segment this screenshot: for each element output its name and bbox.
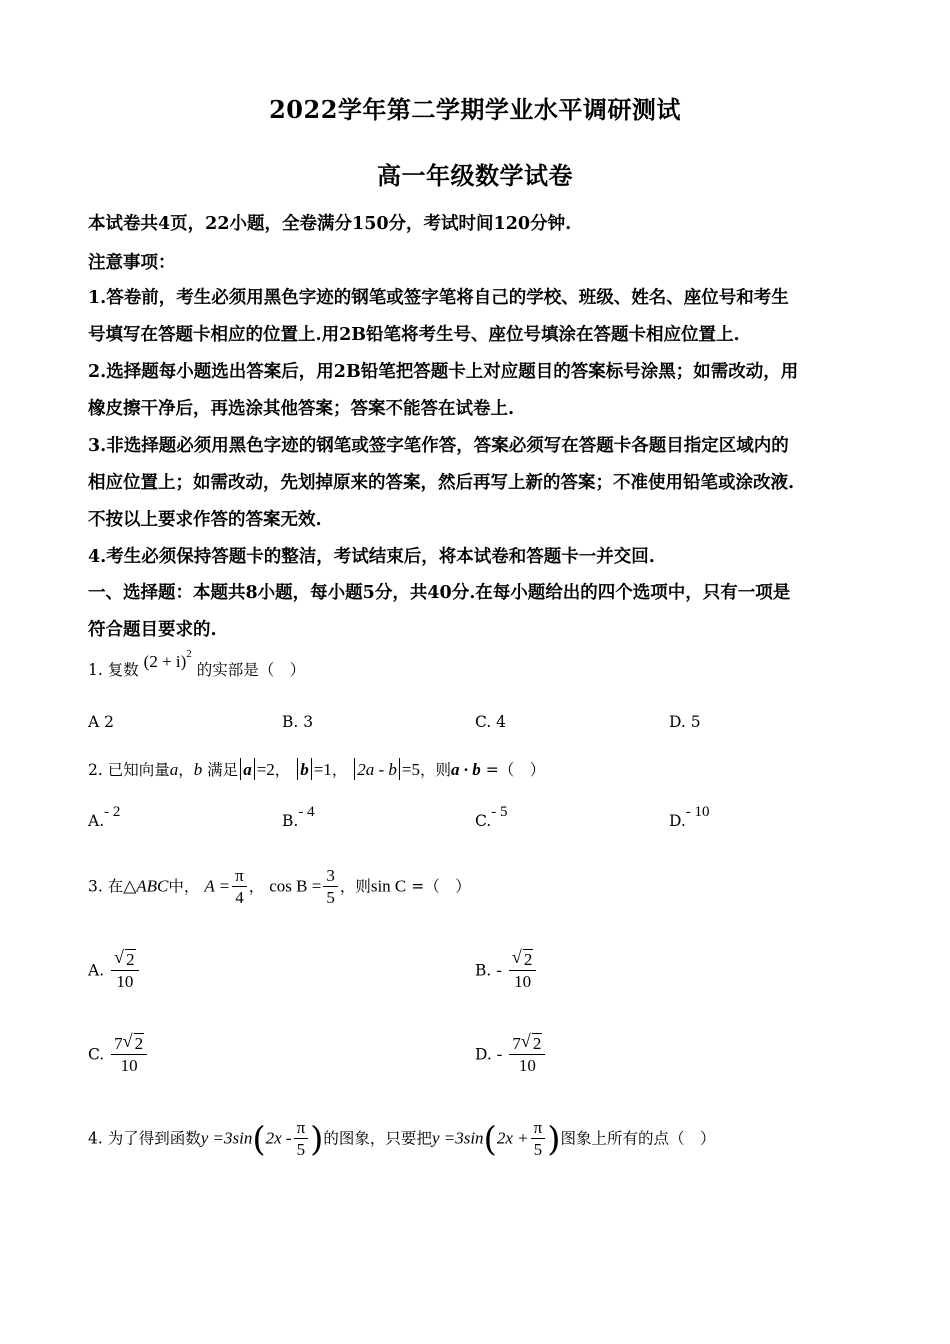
option-fraction: √ 2 10 <box>509 950 537 993</box>
abs-bar <box>311 758 312 780</box>
q4-f2-inner: 2x + <box>496 1128 529 1148</box>
q1-option-c: C. 4 <box>475 713 507 731</box>
frac-den: 10 <box>111 970 139 993</box>
notice-line: 3.非选择题必须用黑色字迹的钢笔或签字笔作答，答案必须写在答题卡各题目指定区域内的 <box>88 436 789 456</box>
q3-then: ，则 <box>339 877 371 896</box>
notice-line: 相应位置上；如需改动，先划掉原来的答案，然后再写上新的答案；不准使用铅笔或涂改液. <box>88 473 795 493</box>
option-label: A. <box>88 812 105 830</box>
radicand: 2 <box>523 950 533 969</box>
intro-line: 本试卷共4页，22小题，全卷满分150分，考试时间120分钟. <box>88 214 572 234</box>
q2-cond-2: =1 <box>313 760 332 779</box>
question-1 <box>88 647 306 680</box>
q1-option-b: B. 3 <box>282 713 314 731</box>
notice-line: 号填写在答题卡相应的位置上.用2B铅笔将考生号、座位号填涂在答题卡相应位置上. <box>88 325 740 345</box>
option-label: C. <box>475 812 492 830</box>
q3-frac-pi-4 <box>232 866 247 909</box>
q3-mid: 中， <box>168 877 200 896</box>
frac-den: 5 <box>294 1138 309 1161</box>
frac-num: 3 <box>326 866 335 885</box>
radicand: 2 <box>134 1034 144 1053</box>
q1-option-d: D. 5 <box>669 713 701 731</box>
q3-sinC: sin C <box>370 876 407 896</box>
q2-cond-1: =2 <box>256 760 275 779</box>
abs-bar <box>240 758 241 780</box>
exam-title: 2022学年第二学期学业水平调研测试 <box>269 95 681 124</box>
notice-line: 橡皮擦干净后，再选涂其他答案；答案不能答在试卷上. <box>88 399 515 419</box>
abs-bar <box>399 758 400 780</box>
left-paren: ( <box>483 1119 497 1160</box>
q2-then: ，则 <box>420 761 452 779</box>
radicand: 2 <box>532 1034 542 1053</box>
q3-option-b <box>475 947 538 993</box>
option-value: - 5 <box>491 804 508 820</box>
abs-bar <box>254 758 255 780</box>
notice-line: 2.选择题每小题选出答案后，用2B铅笔把答题卡上对应题目的答案标号涂黑；如需改动，用 <box>88 362 799 382</box>
abs-bar <box>354 758 355 780</box>
frac-den: 5 <box>531 1138 546 1161</box>
q1-prefix: 1. 复数 <box>88 661 139 679</box>
q1-option-a: A 2 <box>88 713 114 731</box>
notice-line: 4.考生必须保持答题卡的整洁，考试结束后，将本试卷和答题卡一并交回. <box>88 547 655 567</box>
q4-f1-inner: 2x - <box>265 1128 292 1148</box>
q4-tail: 图象上所有的点（ ） <box>560 1129 716 1148</box>
q4-prefix: 4. 为了得到函数 <box>88 1129 201 1148</box>
option-label: B. <box>475 961 492 980</box>
exam-subtitle: 高一年级数学试卷 <box>377 161 573 190</box>
q2-tail: =（ ） <box>485 761 546 779</box>
coefficient: 7 <box>114 1034 123 1053</box>
q3-prefix: 3. 在 <box>88 877 124 896</box>
notice-line: 不按以上要求作答的答案无效. <box>88 510 322 530</box>
q3-frac-3-5 <box>323 866 338 909</box>
negative-sign: - <box>496 960 502 980</box>
q2-abs-inner: 2a - b <box>357 760 397 779</box>
q2-abs-b: b <box>300 760 309 779</box>
q2-cond-3: =5 <box>401 760 421 779</box>
notice-line: 1.答卷前，考生必须用黑色字迹的钢笔或签字笔将自己的学校、班级、姓名、座位号和考生 <box>88 288 789 308</box>
option-fraction: 7 √ 2 10 <box>111 1034 147 1077</box>
question-2: 2. 已知向量a，b 满足 a =2， b =1， 2a - b =5，则a · b =（ ） <box>88 760 546 779</box>
q3-option-c <box>88 1031 149 1077</box>
right-paren: ) <box>310 1119 324 1160</box>
q2-vector-b: b <box>193 760 203 779</box>
q2-option-b <box>282 804 315 831</box>
abs-bar <box>297 758 298 780</box>
q1-exp: 2 <box>186 647 192 660</box>
frac-num: π <box>533 1118 543 1137</box>
q4-frac-pi-5 <box>294 1118 309 1161</box>
frac-den: 10 <box>111 1054 147 1077</box>
negative-sign: - <box>496 1044 503 1064</box>
option-label: D. <box>475 1045 492 1064</box>
q2-option-a <box>88 804 121 831</box>
section-heading: 一、选择题：本题共8小题，每小题5分，共40分.在每小题给出的四个选项中，只有一项是 <box>88 583 791 603</box>
right-paren: ) <box>547 1119 561 1160</box>
q3-option-d <box>475 1031 547 1077</box>
q2-option-d <box>669 804 710 831</box>
q2-prefix: 2. 已知向量 <box>88 761 170 779</box>
option-value: - 10 <box>685 804 710 820</box>
q3-cosB: cos B = <box>269 876 322 896</box>
q4-f1-lhs: y =3sin <box>200 1128 253 1148</box>
q2-option-c <box>475 804 508 831</box>
section-heading-cont: 符合题目要求的. <box>88 620 217 640</box>
q3-A: A = <box>204 876 231 896</box>
notice-heading: 注意事项： <box>88 253 176 273</box>
q1-expr: (2 + i) <box>143 652 187 671</box>
q3-option-a <box>88 947 141 993</box>
q2-comma: ， <box>178 761 194 779</box>
q2-satisfy: 满足 <box>207 761 239 779</box>
option-value: - 2 <box>104 804 121 820</box>
q2-abs-a: a <box>243 760 252 779</box>
question-3 <box>88 866 471 909</box>
option-label: B. <box>282 812 299 830</box>
frac-den: 10 <box>509 970 537 993</box>
frac-num: π <box>235 866 244 885</box>
option-label: A. <box>88 961 105 980</box>
coefficient: 7 <box>512 1034 521 1053</box>
question-4 <box>88 1118 715 1161</box>
q1-suffix: 的实部是（ ） <box>196 661 306 679</box>
option-fraction: 7 √ 2 10 <box>509 1034 545 1077</box>
frac-den: 5 <box>323 886 338 909</box>
q4-f2-lhs: y =3sin <box>431 1128 484 1148</box>
option-label: D. <box>669 812 686 830</box>
q4-mid: 的图象，只要把 <box>323 1129 432 1148</box>
frac-num: π <box>296 1118 306 1137</box>
frac-den: 10 <box>509 1054 545 1077</box>
option-fraction: √ 2 10 <box>111 950 139 993</box>
frac-den: 4 <box>232 886 247 909</box>
q3-tail: =（ ） <box>411 877 471 896</box>
radicand: 2 <box>126 950 135 969</box>
q2-vector-a: a <box>169 760 179 779</box>
option-label: C. <box>88 1045 105 1064</box>
left-paren: ( <box>252 1119 266 1160</box>
q4-frac-pi-5 <box>531 1118 546 1161</box>
q2-dot: a · b <box>451 760 481 779</box>
q3-comma: ， <box>248 877 265 896</box>
option-value: - 4 <box>298 804 315 820</box>
q3-triangle: △ABC <box>123 876 169 896</box>
